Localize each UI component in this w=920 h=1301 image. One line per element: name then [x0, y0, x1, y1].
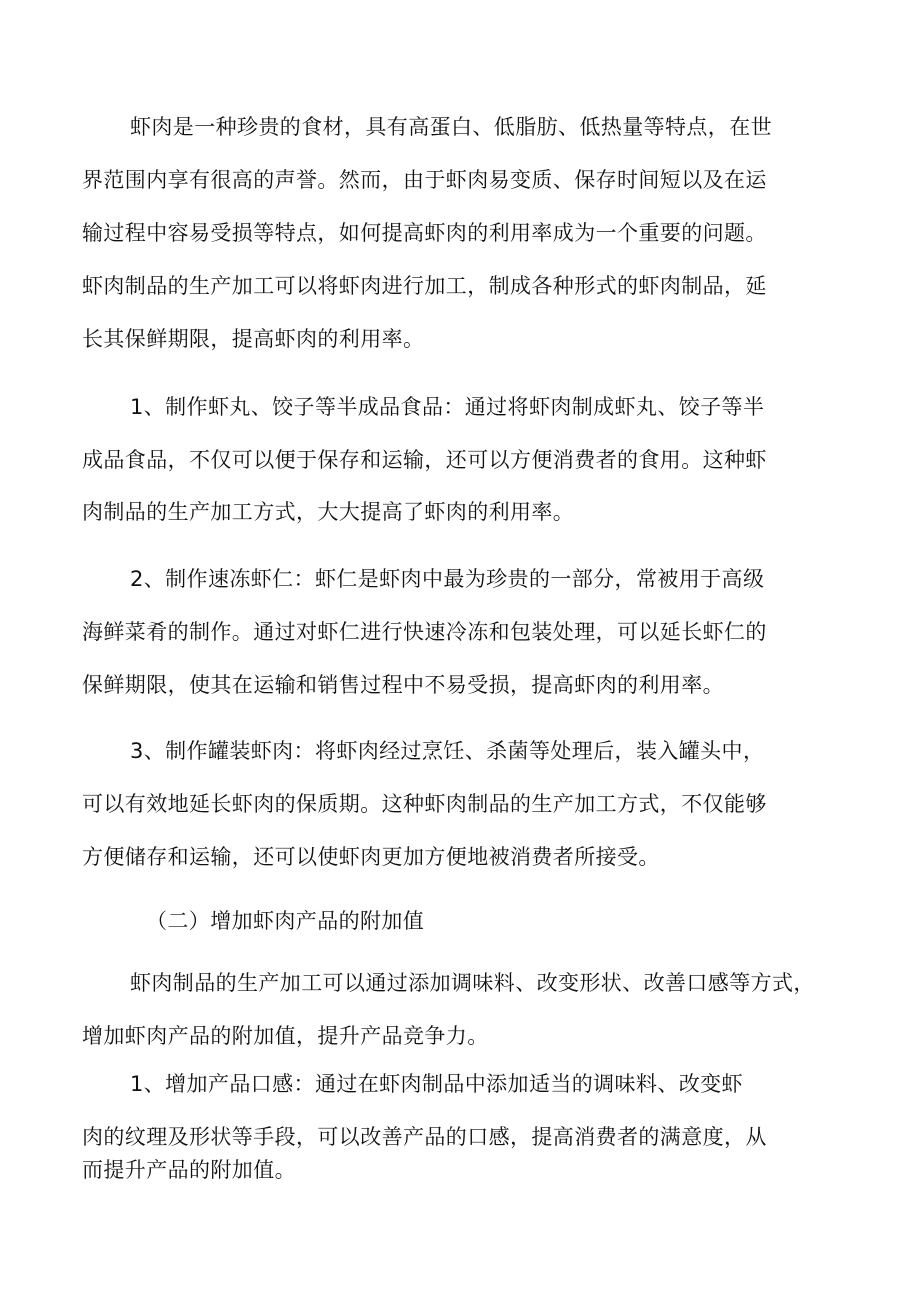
- text-line: 成品食品，不仅可以便于保存和运输，还可以方便消费者的食用。这种虾: [82, 448, 767, 472]
- text-line: 虾肉制品的生产加工可以将虾肉进行加工，制成各种形式的虾肉制品，延: [82, 274, 767, 298]
- text-line: 1、增加产品口感：通过在虾肉制品中添加适当的调味料、改变虾: [130, 1072, 743, 1096]
- text-line: 保鲜期限，使其在运输和销售过程中不易受损，提高虾肉的利用率。: [82, 673, 724, 697]
- text-line: 3、制作罐装虾肉：将虾肉经过烹饪、杀菌等处理后，装入罐头中，: [130, 739, 765, 763]
- text-line: 肉的纹理及形状等手段，可以改善产品的口感，提高消费者的满意度，从: [82, 1125, 767, 1149]
- text-line: 方便储存和运输，还可以使虾肉更加方便地被消费者所接受。: [82, 845, 660, 869]
- text-line: 虾肉是一种珍贵的食材，具有高蛋白、低脂肪、低热量等特点，在世: [130, 115, 772, 139]
- text-line: 增加虾肉产品的附加值，提升产品竞争力。: [82, 1024, 489, 1048]
- text-line: 界范围内享有很高的声誉。然而，由于虾肉易变质、保存时间短以及在运: [82, 168, 767, 192]
- text-line: 而提升产品的附加值。: [82, 1158, 296, 1182]
- heading-text: （二）增加虾肉产品的附加值: [146, 909, 425, 933]
- text-line: 长其保鲜期限，提高虾肉的利用率。: [82, 327, 425, 351]
- text-line: 1、制作虾丸、饺子等半成品食品：通过将虾肉制成虾丸、饺子等半: [130, 395, 765, 419]
- text-line: 虾肉制品的生产加工可以通过添加调味料、改变形状、改善口感等方式，: [130, 971, 815, 995]
- text-line: 肉制品的生产加工方式，大大提高了虾肉的利用率。: [82, 500, 575, 524]
- text-line: 输过程中容易受损等特点，如何提高虾肉的利用率成为一个重要的问题。: [82, 221, 767, 245]
- text-line: 海鲜菜肴的制作。通过对虾仁进行快速冷冻和包装处理，可以延长虾仁的: [82, 620, 767, 644]
- text-line: 可以有效地延长虾肉的保质期。这种虾肉制品的生产加工方式，不仅能够: [82, 792, 767, 816]
- text-line: 2、制作速冻虾仁：虾仁是虾肉中最为珍贵的一部分，常被用于高级: [130, 567, 765, 591]
